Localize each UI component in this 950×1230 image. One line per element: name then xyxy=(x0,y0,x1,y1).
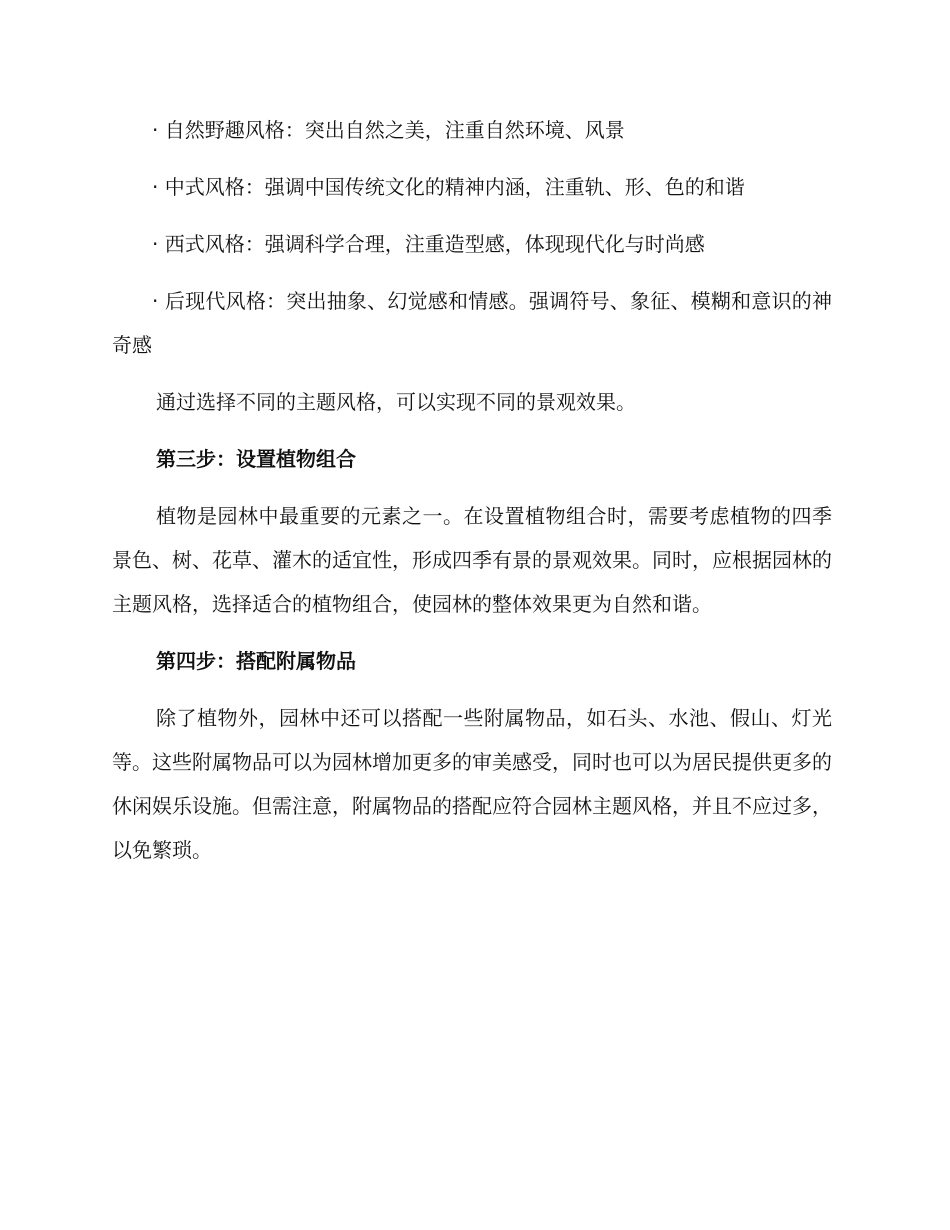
document-page xyxy=(112,108,832,885)
bullet-natural-style: · 自然野趣风格：突出自然之美，注重自然环境、风景 xyxy=(152,118,625,142)
step4-heading: 第四步：搭配附属物品 xyxy=(156,649,356,673)
bullet-chinese-style: · 中式风格：强调中国传统文化的精神内涵，注重轨、形、色的和谐 xyxy=(152,175,745,199)
bullet-western-style: · 西式风格：强调科学合理，注重造型感，体现现代化与时尚感 xyxy=(152,232,705,256)
step3-heading: 第三步：设置植物组合 xyxy=(156,447,356,471)
summary-paragraph: 通过选择不同的主题风格，可以实现不同的景观效果。 xyxy=(156,390,636,414)
bullet-postmodern-style: · 后现代风格：突出抽象、幻觉感和情感。强调符号、象征、模糊和意识的神奇感 xyxy=(112,289,832,357)
step4-paragraph: 除了植物外，园林中还可以搭配一些附属物品，如石头、水池、假山、灯光等。这些附属物品可以为园林增加更多的审美感受，同时也可以为居民提供更多的休闲娱乐设施。但需注意，附属物品的搭配应符合园林主题风格，并且不应过多，以免繁琐。 xyxy=(112,706,832,862)
step3-paragraph: 植物是园林中最重要的元素之一。在设置植物组合时，需要考虑植物的四季景色、树、花草、灌木的适宜性，形成四季有景的景观效果。同时，应根据园林的主题风格，选择适合的植物组合，使园林的整体效果更为自然和谐。 xyxy=(112,504,832,616)
